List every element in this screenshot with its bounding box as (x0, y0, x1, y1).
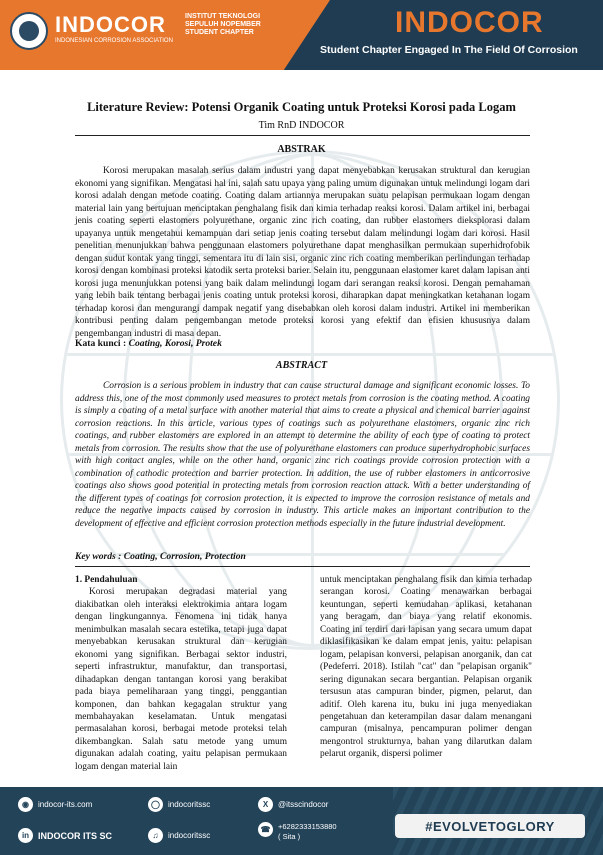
footer-phone-block (278, 822, 337, 842)
section1-heading: 1. Pendahuluan (75, 575, 138, 585)
header-tagline: Student Chapter Engaged In The Field Of Corrosion (320, 44, 578, 56)
abstrak-paragraph: Korosi merupakan masalah serius dalam industri yang dapat menyebabkan kerusakan struktural dan kerugian ekonomi yang signifikan. Mengatasi hal ini, salah satu upaya yang paling umum digunakan untuk melindungi logam dari korosi adalah dengan metode coating. Coating dalam artiannya merupakan suatu pelapisan permukaan logam dengan material lain yang bertujuan menciptakan penghalang fisik dan kimia terhadap reaksi korosi. Dalam artikel ini, berbagai jenis coating seperti elastomers polyurethane, organic zinc rich coating, dan rubber elastomers dieksplorasi dalam upayanya untuk mengetahui kemampuan dari setiap jenis coating tersebut dalam melindungi logam dari korosi. Hasil penelitian menunjukkan bahwa penggunaan elastomers polyurethane dapat menghasilkan permukaan superhidrofobik dengan sudut kontak yang tinggi, sementara itu di lain sisi, organic zinc rich coating memberikan perlindungan terhadap korosi dengan kombinasi proteksi katodik serta proteksi barier. Selain itu, penggunaan elastomer karet dalam lapisan anti korosi juga menunjukkan potensi yang baik dalam melindungi logam dari serangan reaksi korosi. Dengan pemahaman yang lebih baik tentang berbagai jenis coating untuk proteksi korosi, diharapkan dapat meningkatkan ketahanan logam terhadap korosi dan mengurangi dampak negatif yang disebabkan oleh korosi dalam industri. Artikel ini memberikan kontribusi penting dalam pengembangan metode proteksi korosi yang efektif dan efisien khususnya dalam pengembangan industri di masa depan. (75, 166, 530, 339)
abstrak-heading: ABSTRAK (277, 144, 326, 155)
footer-hashtag: #EVOLVETOGLORY (395, 814, 585, 838)
x-twitter-icon: X (258, 797, 273, 812)
tiktok-icon: ♫ (148, 828, 163, 843)
globe-icon: ◉ (18, 797, 33, 812)
footer-website-text: indocor-its.com (38, 800, 93, 809)
footer-linkedin-text: INDOCOR ITS SC (38, 830, 113, 841)
divider (75, 135, 530, 136)
footer-twitter[interactable] (258, 797, 328, 812)
section1-left-text: Korosi merupakan degradasi material yang diakibatkan oleh interaksi elektrokimia antara logam dengan lingkungannya. Fenomena ini tidak hanya menimbulkan masalah secara estetika, tetapi juga dapat menyebabkan kerusakan struktural dan kerugian ekonomi yang signifikan. Berbagai sektor industri, seperti infrastruktur, manufaktur, dan transportasi, dihadapkan dengan tantangan korosi yang berakibat pada biaya pemeliharaan yang tinggi, penggantian komponen, dan bahkan kegagalan struktur yang membahayakan keselamatan. Untuk mengatasi permasalahan korosi, berbagai metode proteksi telah dikembangkan. Salah satu metode yang umum digunakan adalah coating, yaitu pelapisan permukaan logam dengan material lain (75, 587, 287, 772)
header-brand-sub: INDONESIAN CORROSION ASSOCIATION (55, 38, 173, 44)
paper-title: Literature Review: Potensi Organik Coating untuk Proteksi Korosi pada Logam (87, 100, 516, 114)
divider (75, 566, 530, 567)
section1-right-text: untuk menciptakan penghalang fisik dan kimia terhadap serangan korosi. Coating menawarkan berbagai keuntungan, seperti kemudahan aplikasi, ketahanan yang beragam, dan biaya yang relatif ekonomis. Coating ini terdiri dari lapisan yang secara umum dapat diklasifikasikan ke dalam empat jenis, yaitu: pelapisan logam, pelapisan konversi, pelapisan anorganik, dan cat (Pedeferri. 2018). Istilah "cat" dan "pelapisan organik" sering digunakan secara bergantian. Pelapisan organik tersusun atas campuran binder, pigmen, pelarut, dan aditif. Oleh karena itu, buku ini juga menyediakan pengetahuan dan keterampilan dasar dalam menangani campuran (misalnya, pencampuran polimer dengan mengontrol strukturnya, bahan yang dilarutkan dalam pelarut organik, dispersi polimer (320, 575, 532, 760)
header-big-title: INDOCOR (395, 6, 544, 39)
keywords-label: Key words : (75, 551, 124, 562)
keywords-values: Coating, Corrosion, Protection (123, 551, 246, 562)
kata-kunci (75, 338, 222, 349)
section1-left-column (75, 574, 287, 773)
header-banner (0, 0, 603, 70)
footer-instagram[interactable] (148, 797, 210, 812)
instagram-icon: ◯ (148, 797, 163, 812)
kata-kunci-label: Kata kunci : (75, 338, 129, 349)
paper-author: Tim RnD INDOCOR (258, 120, 345, 131)
footer-banner (0, 787, 603, 855)
footer-tiktok-text: indocoritssc (168, 831, 211, 840)
footer-phone[interactable] (258, 822, 337, 842)
footer-instagram-text: indocoritssc (168, 800, 211, 809)
footer-phone-name: ( Sita ) (278, 832, 301, 841)
kata-kunci-values: Coating, Korosi, Protek (128, 338, 222, 349)
footer-linkedin[interactable] (18, 828, 112, 843)
footer-website[interactable] (18, 797, 92, 812)
footer-tiktok[interactable] (148, 828, 210, 843)
linkedin-icon: in (18, 828, 33, 843)
header-brand: INDOCOR (55, 12, 166, 37)
header-institution: INSTITUT TEKNOLOGI SEPULUH NOPEMBER STUDENT CHAPTER (185, 13, 261, 36)
indocor-logo-icon (10, 12, 48, 50)
phone-icon: ☎ (258, 822, 273, 837)
footer-twitter-text: @itsscindocor (278, 800, 329, 809)
footer-phone-number: +6282333153880 (278, 822, 337, 831)
keywords (75, 551, 246, 562)
abstract-heading: ABSTRACT (275, 360, 328, 371)
abstract-paragraph: Corrosion is a serious problem in industry that can cause structural damage and significant economic losses. To address this, one of the most commonly used measures to protect metals from corrosion is the coating method. A coating is simply a coating of a metal surface with another material that aims to create a physical and chemical barrier against corrosion reactions. In this article, various types of coatings such as polyurethane elastomers, organic zinc rich coatings, and rubber elastomers are explored in an attempt to determine the ability of each type of coating to protect metals from corrosion. The results show that the use of polyurethane elastomers can produce superhydrophobic surfaces with high contact angles, while on the other hand, organic zinc rich coatings provide corrosion protection with a combination of cathodic protection and barrier protection. In addition, the use of rubber elastomers in anticorrosive coatings also shows good potential in protecting metals from corrosion reaction attack. With a better understanding of the different types of coatings for corrosion protection, it is expected to improve the corrosion resistance of metals and reduce the negative impacts caused by corrosion in industry. This article makes an important contribution to the development of effective and efficient corrosion protection methods especially in the future industrial development. (75, 381, 530, 529)
